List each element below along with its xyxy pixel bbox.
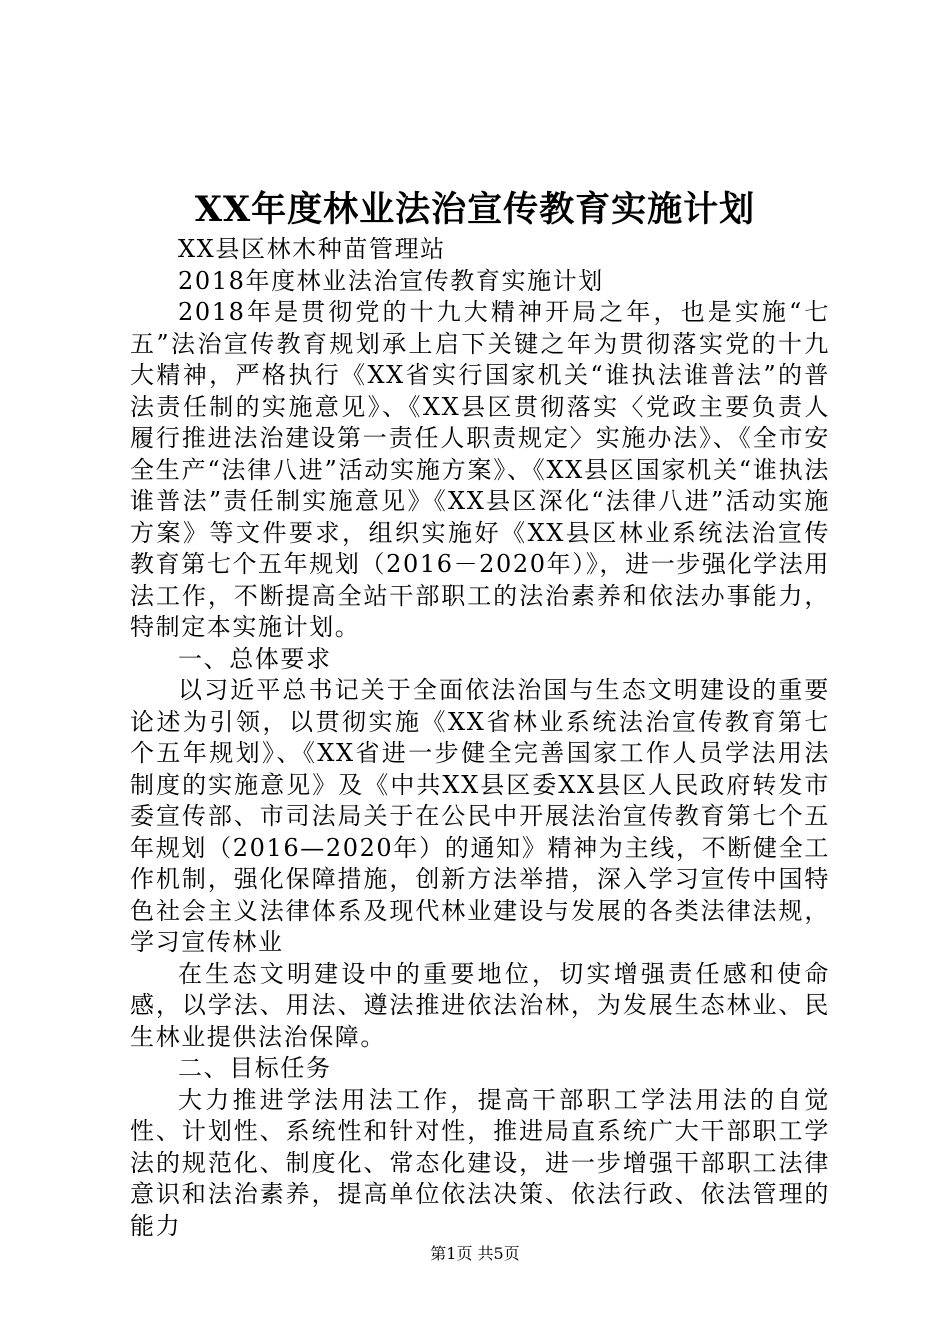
paragraph-plan-name: 2018年度林业法治宣传教育实施计划: [178, 266, 604, 295]
document-title: XX年度林业法治宣传教育实施计划: [194, 189, 756, 230]
paragraph-introduction: 2018年是贯彻党的十九大精神开局之年，也是实施“七五”法治宣传教育规划承上启下关键之年为贯彻落实党的十九大精神，严格执行《XX省实行国家机关“谁执法谁普法”的普法责任制的实施意见》、《XX县区贯彻落实〈党政主要负责人履行推进法治建设第一责任人职责规定〉实施办法》、《全市安全生产“法律八进”活动实施方案》、《XX县区国家机关“谁执法谁普法”责任制实施意见》《XX县区深化“法律八进”活动实施方案》等文件要求，组织实施好《XX县区林业系统法治宣传教育第七个五年规划（2016－2020年）》，进一步强化学法用法工作，不断提高全站干部职工的法治素养和依法办事能力，特制定本实施计划。: [130, 298, 830, 641]
section-heading-overall-requirements: 一、总体要求: [178, 644, 332, 673]
page-number-footer: 第1页 共5页: [430, 1244, 520, 1263]
document-body: [130, 234, 830, 1242]
paragraph-overall-requirements-continued: 在生态文明建设中的重要地位，切实增强责任感和使命感，以学法、用法、遵法推进依法治林，为发展生态林业、民生林业提供法治保障。: [130, 959, 830, 1051]
paragraph-organization: XX县区林木种苗管理站: [178, 235, 446, 263]
paragraph-overall-requirements: 以习近平总书记关于全面依法治国与生态文明建设的重要论述为引领，以贯彻实施《XX省林业系统法治宣传教育第七个五年规划》、《XX省进一步健全完善国家工作人员学法用法制度的实施意见》及《中共XX县区委XX县区人民政府转发市委宣传部、市司法局关于在公民中开展法治宣传教育第七个五年规划（2016—2020年）的通知》精神为主线，不断健全工作机制，强化保障措施，创新方法举措，深入学习宣传中国特色社会主义法律体系及现代林业建设与发展的各类法律法规，学习宣传林业: [130, 676, 830, 956]
section-heading-goals-tasks: 二、目标任务: [178, 1054, 332, 1082]
paragraph-goals-tasks: 大力推进学法用法工作，提高干部职工学法用法的自觉性、计划性、系统性和针对性，推进局直系统广大干部职工学法的规范化、制度化、常态化建设，进一步增强干部职工法律意识和法治素养，提高单位依法决策、依法行政、依法管理的能力: [130, 1085, 830, 1240]
